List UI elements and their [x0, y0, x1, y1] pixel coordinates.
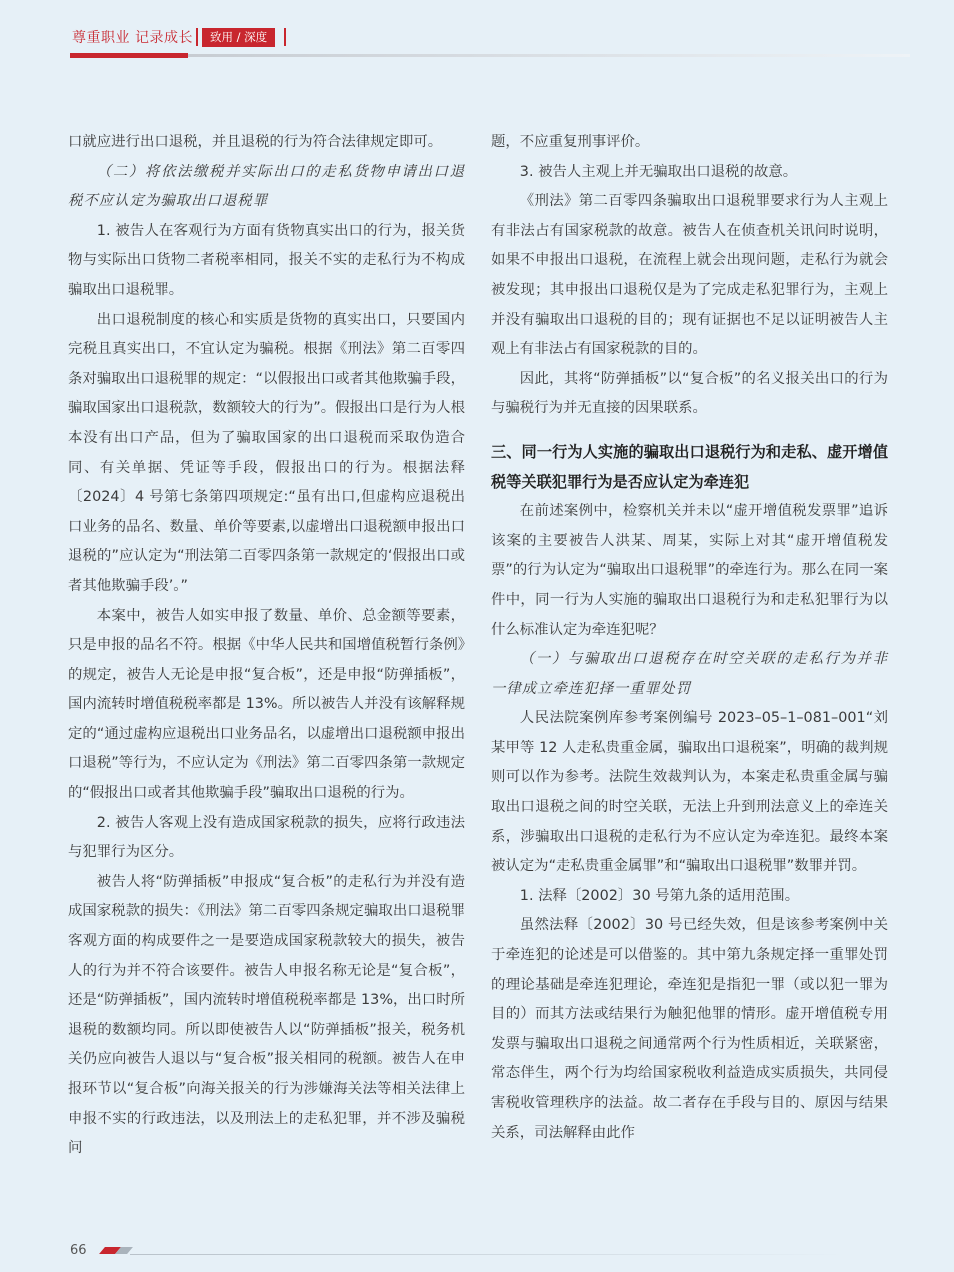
paragraph: 2. 被告人客观上没有造成国家税款的损失，应将行政违法与犯罪行为区分。 — [68, 814, 465, 861]
subsection-heading: （二）将依法缴税并实际出口的走私货物申请出口退税不应认定为骗取出口退税罪 — [68, 163, 465, 210]
paragraph: 出口退税制度的核心和实质是货物的真实出口，只要国内完税且真实出口，不宜认定为骗税。根据《刑法》第二百零四条对骗取出口退税罪的规定：“以假报出口或者其他欺骗手段，骗取国家出口退税款，数额较大的行为”。假报出口是行为人根本没有出口产品，但为了骗取国家的出口退税而采取伪造合同、有关单据、凭证等手段，假报出口的行为。根据法释〔2024〕4 号第七条第四项规定:“虽有出口,但虚构应退税出口业务的品名、数量、单价等要素,以虚增出口退税额申报出口退税的”应认定为“刑法第二百零四条第一款规定的‘假报出口或者其他欺骗手段’。” — [68, 311, 465, 594]
section-heading: 三、同一行为人实施的骗取出口退税行为和走私、虚开增值税等关联犯罪行为是否应认定为牵连犯 — [491, 442, 888, 491]
header-rule — [188, 54, 910, 57]
right-column — [491, 128, 888, 1148]
paragraph: 1. 法释〔2002〕30 号第九条的适用范围。 — [519, 887, 800, 904]
header-accent-bar — [70, 53, 188, 58]
page-number: 66 — [70, 1243, 87, 1258]
left-column — [68, 128, 465, 1164]
paragraph: 1. 被告人在客观行为方面有货物真实出口的行为，报关货物与实际出口货物二者税率相同，报关不实的走私行为不构成骗取出口退税罪。 — [68, 222, 465, 298]
header-divider-right — [284, 28, 286, 46]
paragraph: 题，不应重复刑事评价。 — [491, 134, 650, 150]
paragraph: 本案中，被告人如实申报了数量、单价、总金额等要素，只是申报的品名不符。根据《中华人民共和国增值税暂行条例》的规定，被告人无论是申报“复合板”，还是申报“防弹插板”，国内流转时增值税税率都是 13%。所以被告人并没有该解释规定的“通过虚构应退税出口业务品名，以虚增出口退税额申报出口退税”等行为，不应认定为《刑法》第二百零四条第一款规定的“假报出口或者其他欺骗手段”骗取出口退税的行为。 — [68, 607, 465, 802]
magazine-slogan: 尊重职业 记录成长 — [72, 30, 193, 46]
paragraph: 3. 被告人主观上并无骗取出口退税的故意。 — [519, 163, 798, 180]
footer-rule — [130, 1254, 846, 1255]
paragraph: 《刑法》第二百零四条骗取出口退税罪要求行为人主观上有非法占有国家税款的故意。被告人在侦查机关讯问时说明，如果不申报出口退税，在流程上就会出现问题，走私行为就会被发现；其申报出口退税仅是为了完成走私犯罪行为，主观上并没有骗取出口退税的目的；现有证据也不足以证明被告人主观上有非法占有国家税款的目的。 — [491, 193, 888, 358]
header-divider-left — [196, 28, 198, 46]
section-tag: 致用 / 深度 — [202, 28, 275, 47]
page-header — [0, 0, 954, 60]
paragraph: 被告人将“防弹插板”申报成“复合板”的走私行为并没有造成国家税款的损失：《刑法》第二百零四条规定骗取出口退税罪客观方面的构成要件之一是要造成国家税款较大的损失，被告人的行为并不符合该要件。被告人申报名称无论是“复合板”，还是“防弹插板”，国内流转时增值税税率都是 13%，出口时所退税的数额均同。所以即使被告人以“防弹插板”报关，税务机关仍应向被告人退以与“复合板”报关相同的税额。被告人在申报环节以“复合板”向海关报关的行为涉嫌海关法等相关法律上申报不实的行政违法，以及刑法上的走私犯罪，并不涉及骗税问 — [68, 873, 465, 1157]
paragraph: 人民法院案例库参考案例编号 2023–05–1–081–001“刘某甲等 12 人走私贵重金属，骗取出口退税案”，明确的裁判规则可以作为参考。法院生效裁判认为，本案走私贵重金属与骗取出口退税之间的时空关联，无法上升到刑法意义上的牵连关系，涉骗取出口退税的走私行为不应认定为牵连犯。最终本案被认定为“走私贵重金属罪”和“骗取出口退税罪”数罪并罚。 — [491, 710, 888, 875]
paragraph: 在前述案例中，检察机关并未以“虚开增值税发票罪”追诉该案的主要被告人洪某、周某，实际上对其“虚开增值税发票”的行为认定为“骗取出口退税罪”的牵连行为。那么在同一案件中，同一行为人实施的骗取出口退税行为和走私犯罪行为以什么标准认定为牵连犯呢？ — [491, 503, 888, 638]
paragraph: 口就应进行出口退税，并且退税的行为符合法律规定即可。 — [68, 134, 443, 150]
paragraph: 因此，其将“防弹插板”以“复合板”的名义报关出口的行为与骗税行为并无直接的因果联系。 — [491, 370, 888, 417]
paragraph: 虽然法释〔2002〕30 号已经失效，但是该参考案例中关于牵连犯的论述是可以借鉴的。其中第九条规定择一重罪处罚的理论基础是牵连犯理论，牵连犯是指犯一罪（或以犯一罪为目的）而其方法或结果行为触犯他罪的情形。虚开增值税专用发票与骗取出口退税之间通常两个行为性质相近，关联紧密，常态伴生，两个行为均给国家税收利益造成实质损失，共同侵害税收管理秩序的法益。故二者存在手段与目的、原因与结果关系，司法解释由此作 — [491, 917, 888, 1141]
subsection-heading: （一）与骗取出口退税存在时空关联的走私行为并非一律成立牵连犯择一重罪处罚 — [491, 651, 888, 697]
